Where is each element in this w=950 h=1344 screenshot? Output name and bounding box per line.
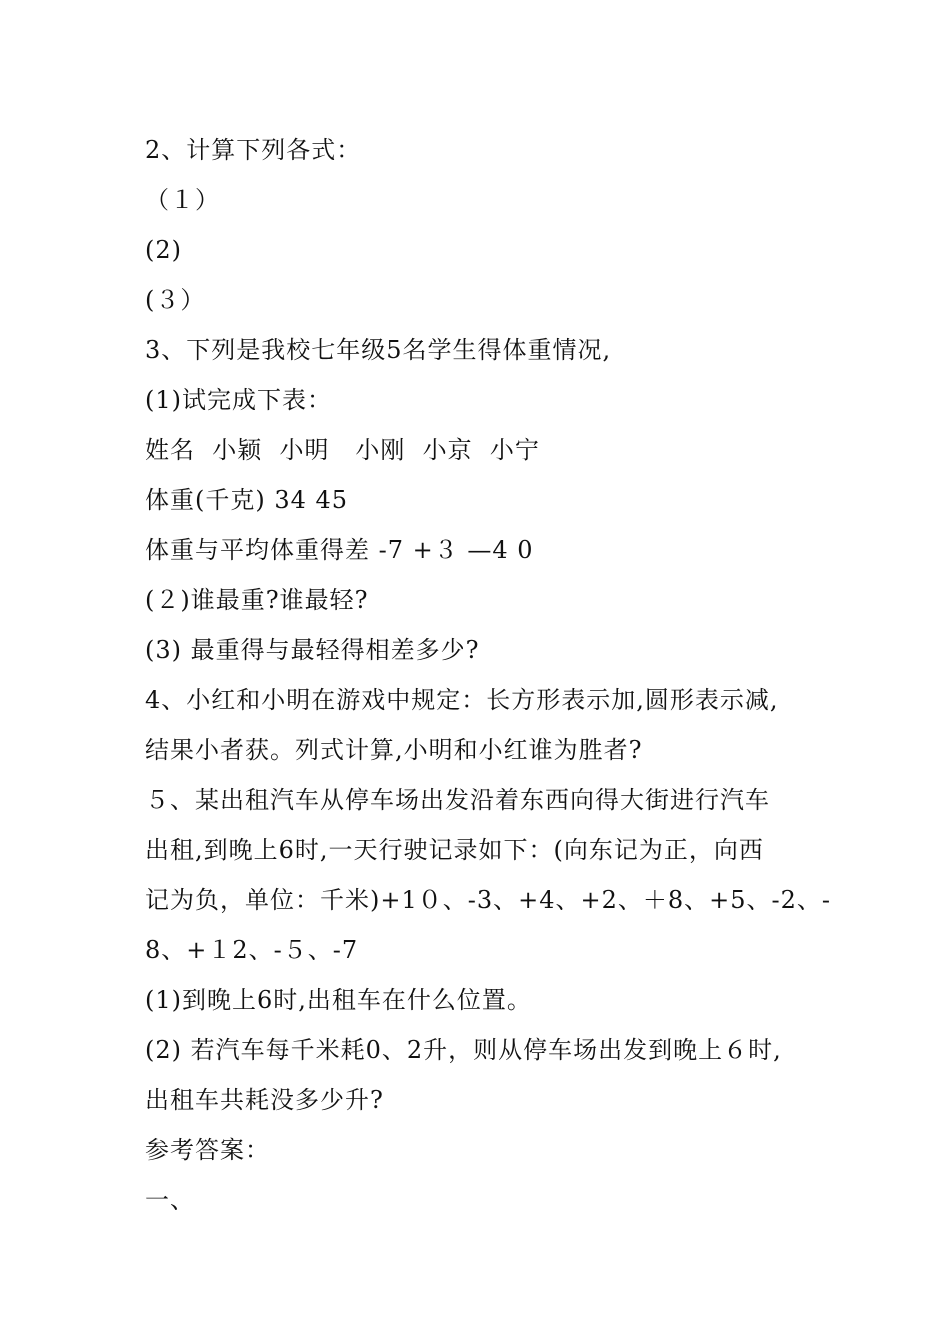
- question-5-text-line-4: 8、+１2、-５、-7: [145, 936, 359, 964]
- question-5-text-line-3: 记为负，单位：千米)+1０、-3、+4、+2、＋8、+5、-2、-: [145, 886, 832, 914]
- question-3-part-1: (1)试完成下表：: [145, 386, 332, 414]
- question-5-text-line-2: 出租,到晚上6时,一天行驶记录如下：(向东记为正，向西: [145, 836, 764, 864]
- question-5-part-2-line-1: (2) 若汽车每千米耗0、2升，则从停车场出发到晚上６时,: [145, 1036, 782, 1064]
- question-5-text-line-1: ５、某出租汽车从停车场出发沿着东西向得大街进行汽车: [145, 786, 770, 814]
- question-5-part-1: (1)到晚上6时,出租车在什么位置。: [145, 986, 532, 1014]
- question-5-part-2-line-2: 出租车共耗没多少升?: [145, 1086, 384, 1114]
- weight-table-difference-row: 体重与平均体重得差 -7 +３ —4 0: [145, 536, 534, 564]
- question-4-text-line-2: 结果小者获。列式计算,小明和小红谁为胜者?: [145, 736, 643, 764]
- question-3-heading: 3、下列是我校七年级5名学生得体重情况,: [145, 336, 612, 364]
- question-3-part-2: (２)谁最重?谁最轻?: [145, 586, 369, 614]
- question-3-part-3: (3) 最重得与最轻得相差多少?: [145, 636, 480, 664]
- answer-key-heading: 参考答案：: [145, 1136, 270, 1164]
- question-2-part-1: （１）: [145, 186, 220, 214]
- question-2-part-2: (2): [145, 236, 182, 264]
- weight-table-weight-row: 体重(千克) 34 45: [145, 486, 349, 514]
- question-2-part-3: (３）: [145, 286, 206, 314]
- weight-table-names-row: 姓名 小颖 小明 小刚 小京 小宁: [145, 436, 540, 464]
- question-2-heading: 2、计算下列各式：: [145, 136, 362, 164]
- question-4-text-line-1: 4、小红和小明在游戏中规定：长方形表示加,圆形表示减,: [145, 686, 779, 714]
- answer-section-1: 一、: [145, 1186, 195, 1214]
